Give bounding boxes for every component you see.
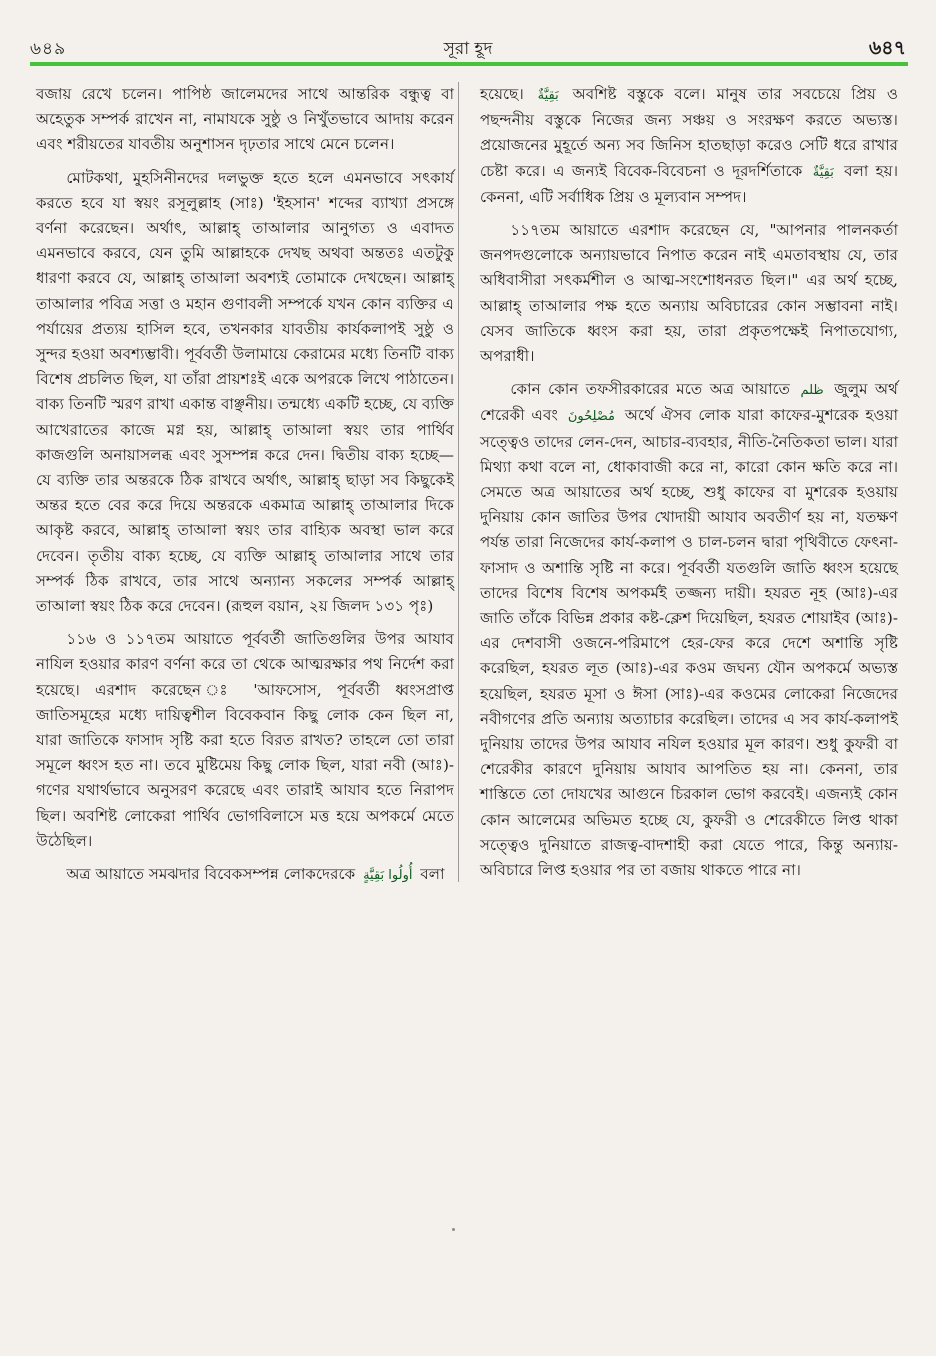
page-number-right: ৬৪৭ <box>868 37 906 59</box>
right-paragraph-3-text-b: জুলুম অর্থ শেরেকী এবং <box>480 380 899 425</box>
right-paragraph-1-text-a: হয়েছে। <box>480 85 524 103</box>
left-paragraph-4-text-b: বলা <box>420 865 445 884</box>
right-paragraph-1-text-c: বলা হয়। কেননা, এটি সর্বাধিক প্রিয় ও মূল্যবান সম্পদ। <box>480 161 899 206</box>
right-paragraph-1 <box>480 82 898 210</box>
header-rule <box>30 62 908 66</box>
right-paragraph-3-arabic-2: مُصْلِحُونَ <box>567 409 616 425</box>
page-header <box>0 0 936 70</box>
left-paragraph-2-text: মোটকথা, মুহসিনীনদের দলভুক্ত হতে হলে এমনভাবে সৎকার্য করতে হবে যা স্বয়ং রসূলুল্লাহ (সাঃ) 'ইহসান' শব্দের ব্যাখ্যা প্রসঙ্গে বর্ণনা করেছেন। অর্থাৎ, আল্লাহ্ তাআলার আনুগত্য ও এবাদত এমনভাবে করবে, যেন তুমি আল্লাহকে দেখছ অথবা অন্ততঃ এতটুকু ধারণা করবে যে, আল্লাহ্ তাআলা অবশ্যই তোমাকে দেখছেন। আল্লাহ্ তাআলার পবিত্র সত্তা ও মহান গুণাবলী সম্পর্কে যখন কোন ব্যক্তির এ পর্যায়ের প্রত্যয় হাসিল হবে, তখনকার যাবতীয় কার্যকলাপই সুষ্ঠু ও সুন্দর হওয়া অবশ্যম্ভাবী। পূর্ববর্তী উলামায়ে কেরামের মধ্যে তিনটি বাক্য বিশেষ প্রচলিত ছিল, যা তাঁরা প্রায়শঃই একে অপরকে লিখে পাঠাতেন। বাক্য তিনটি স্মরণ রাখা একান্ত বাঞ্ছনীয়। তন্মধ্যে একটি হচ্ছে, যে ব্যক্তি আখেরাতের কাজে মগ্ন হয়, আল্লাহ্ তাআলা স্বয়ং তার পার্থিব কাজগুলি অনায়াসলব্ধ এবং সুসম্পন্ন করে দেন। দ্বিতীয় বাক্য হচ্ছে—যে ব্যক্তি তার অন্তরকে ঠিক রাখবে অর্থাৎ, আল্লাহ্ ছাড়া সব কিছুকেই অন্তর হতে বের করে দিয়ে অন্তরকে একমাত্র আল্লাহ্ তাআলার দিকে আকৃষ্ট করবে, আল্লাহ্ তাআলা স্বয়ং তার বাহ্যিক অবস্থা ভাল করে দেবেন। তৃতীয় বাক্য হচ্ছে, যে ব্যক্তি আল্লাহ্ তাআলার সাথে তার সম্পর্ক ঠিক রাখবে, তার সাথে অন্যান্য সকলের সম্পর্ক আল্লাহ্ তাআলা স্বয়ং ঠিক করে দেবেন। <box>36 168 454 616</box>
left-paragraph-2 <box>36 166 454 620</box>
left-paragraph-1: বজায় রেখে চলেন। পাপিষ্ঠ জালেমদের সাথে আন্তরিক বন্ধুত্ব বা অহেতুক সম্পর্ক রাখেন না, নামাযকে সুষ্ঠু ও নিখুঁতভাবে আদায় করেন এবং শরীয়তের যাবতীয় অনুশাসন দৃঢ়তার সাথে মেনে চলেন। <box>36 85 454 154</box>
left-paragraph-3: ১১৬ ও ১১৭তম আয়াতে পূর্ববর্তী জাতিগুলির উপর আযাব নাযিল হওয়ার কারণ বর্ণনা করে তা থেকে আত্মরক্ষার পথ নির্দেশ করা হয়েছে। এরশাদ করেছেন ঃ 'আফসোস, পূর্ববর্তী ধ্বংসপ্রাপ্ত জাতিসমূহের মধ্যে দায়িত্বশীল বিবেকবান কিছু লোক কেন ছিল না, যারা জাতিকে ফাসাদ সৃষ্টি করা হতে বিরত রাখত? তাহলে তো তারা সমূলে ধ্বংস হত না। তবে মুষ্টিমেয় কিছু লোক ছিল, যারা নবী (আঃ)-গণের যথার্থভাবে অনুসরণ করেছে এবং তারাই আযাব হতে নিরাপদ ছিল। অবশিষ্ট লোকেরা পার্থিব ভোগবিলাসে মত্ত হয়ে অপকর্মে মেতে উঠেছিল। <box>36 630 454 850</box>
column-divider <box>458 82 459 882</box>
right-paragraph-3 <box>480 377 898 883</box>
left-column <box>36 82 454 896</box>
left-paragraph-4-arabic: أُولُوا بَقِيَّةٍ <box>363 868 413 884</box>
right-paragraph-1-arabic-2: بَقِيَّةٌ <box>812 164 834 180</box>
left-paragraph-4-text-a: অত্র আয়াতে সমঝদার বিবেকসম্পন্ন লোকদেরকে <box>66 865 356 884</box>
right-paragraph-2: ১১৭তম আয়াতে এরশাদ করেছেন যে, "আপনার পালনকর্তা জনপদগুলোকে অন্যায়ভাবে নিপাত করেন নাই এমতাবস্থায় যে, তার অধিবাসীরা সৎকর্মশীল ও আত্ম-সংশোধনরত ছিল।" এর অর্থ হচ্ছে, আল্লাহ্ তাআলার পক্ষ হতে অন্যায় অবিচারের কোন সম্ভাবনা নাই। যেসব জাতিকে ধ্বংস করা হয়, তারা প্রকৃতপক্ষেই নিপাতযোগ্য, অপরাধী। <box>480 221 898 366</box>
right-paragraph-3-text-a: কোন কোন তফসীরকারের মতে অত্র আয়াতে <box>510 380 791 399</box>
page-title: সূরা হূদ <box>443 39 493 59</box>
right-paragraph-1-arabic-1: بَقِيَّةٌ <box>537 88 559 103</box>
left-paragraph-4 <box>36 862 454 888</box>
page-number-left: ৬৪৯ <box>30 39 67 59</box>
left-paragraph-2-reference: (রূহুল বয়ান, ২য় জিলদ ১৩১ পৃঃ) <box>225 597 434 616</box>
speck-mark <box>452 1228 455 1231</box>
right-column <box>480 82 898 891</box>
right-paragraph-1-text-b: অবশিষ্ট বস্তুকে বলে। মানুষ তার সবচেয়ে প্রিয় ও পছন্দনীয় বস্তুকে নিজের জন্য সঞ্চয় ও সংরক্ষণ করতে অভ্যস্ত। প্রয়োজনের মুহূর্তে অন্য সব জিনিস হাতছাড়া করেও সেটি ধরে রাখার চেষ্টা করে। এ জন্যই বিবেক-বিবেচনা ও দূরদর্শিতাকে <box>480 85 899 180</box>
right-paragraph-3-text-c: অর্থে ঐসব লোক যারা কাফের-মুশরেক হওয়া সত্ত্বেও তাদের লেন-দেন, আচার-ব্যবহার, নীতি-নৈতিকতা ভাল। যারা মিথ্যা কথা বলে না, ধোকাবাজী করে না, কারো কোন ক্ষতি করে না। সেমতে অত্র আয়াতের অর্থ হচ্ছে, শুধু কাফের বা মুশরেক হওয়ায় দুনিয়ায় কোন জাতির উপর খোদায়ী আযাব অবতীর্ণ হয় না, যতক্ষণ পর্যন্ত তারা নিজেদের কার্য-কলাপ ও চাল-চলন দ্বারা পৃথিবীতে ফেৎনা-ফাসাদ ও অশান্তি সৃষ্টি না করে। পূর্ববর্তী যতগুলি জাতি ধ্বংস হয়েছে তাদের বিশেষ বিশেষ অপকর্মই তজ্জন্য দায়ী। হযরত নূহ (আঃ)-এর জাতি তাঁকে বিভিন্ন প্রকার কষ্ট-ক্লেশ দিয়েছিল, হযরত শোয়াইব (আঃ)-এর দেশবাসী ওজনে-পরিমাপে হের-ফের করে দেশে অশান্তি সৃষ্টি করেছিল, হযরত লূত (আঃ)-এর কওম জঘন্য যৌন অপকর্মে অভ্যস্ত হয়েছিল, হযরত মূসা ও ঈসা (সাঃ)-এর কওমের লোকেরা নিজেদের নবীগণের প্রতি অন্যায় অত্যাচার করেছিল। তাদের এ সব কার্য-কলাপই দুনিয়ায় তাদের উপর আযাব নযিল হওয়ার মূল কারণ। শুধু কুফরী বা শেরেকীর কারণে দুনিয়ায় আযাব আপতিত হয় না। কেননা, তার শাস্তিতে তো দোযখের আগুনে চিরকাল ভোগ করবেই। এজন্যই কোন কোন আলেমের অভিমত হচ্ছে যে, কুফরী ও শেরেকীতে লিপ্ত থাকা সত্ত্বেও দুনিয়াতে রাজত্ব-বাদশাহী করা যেতে পারে, কিন্তু অন্যায়-অবিচারে লিপ্ত হওয়ার পর তা বজায় থাকতে পারে না। <box>480 406 898 880</box>
right-paragraph-3-arabic-1: ظلم <box>800 383 824 399</box>
